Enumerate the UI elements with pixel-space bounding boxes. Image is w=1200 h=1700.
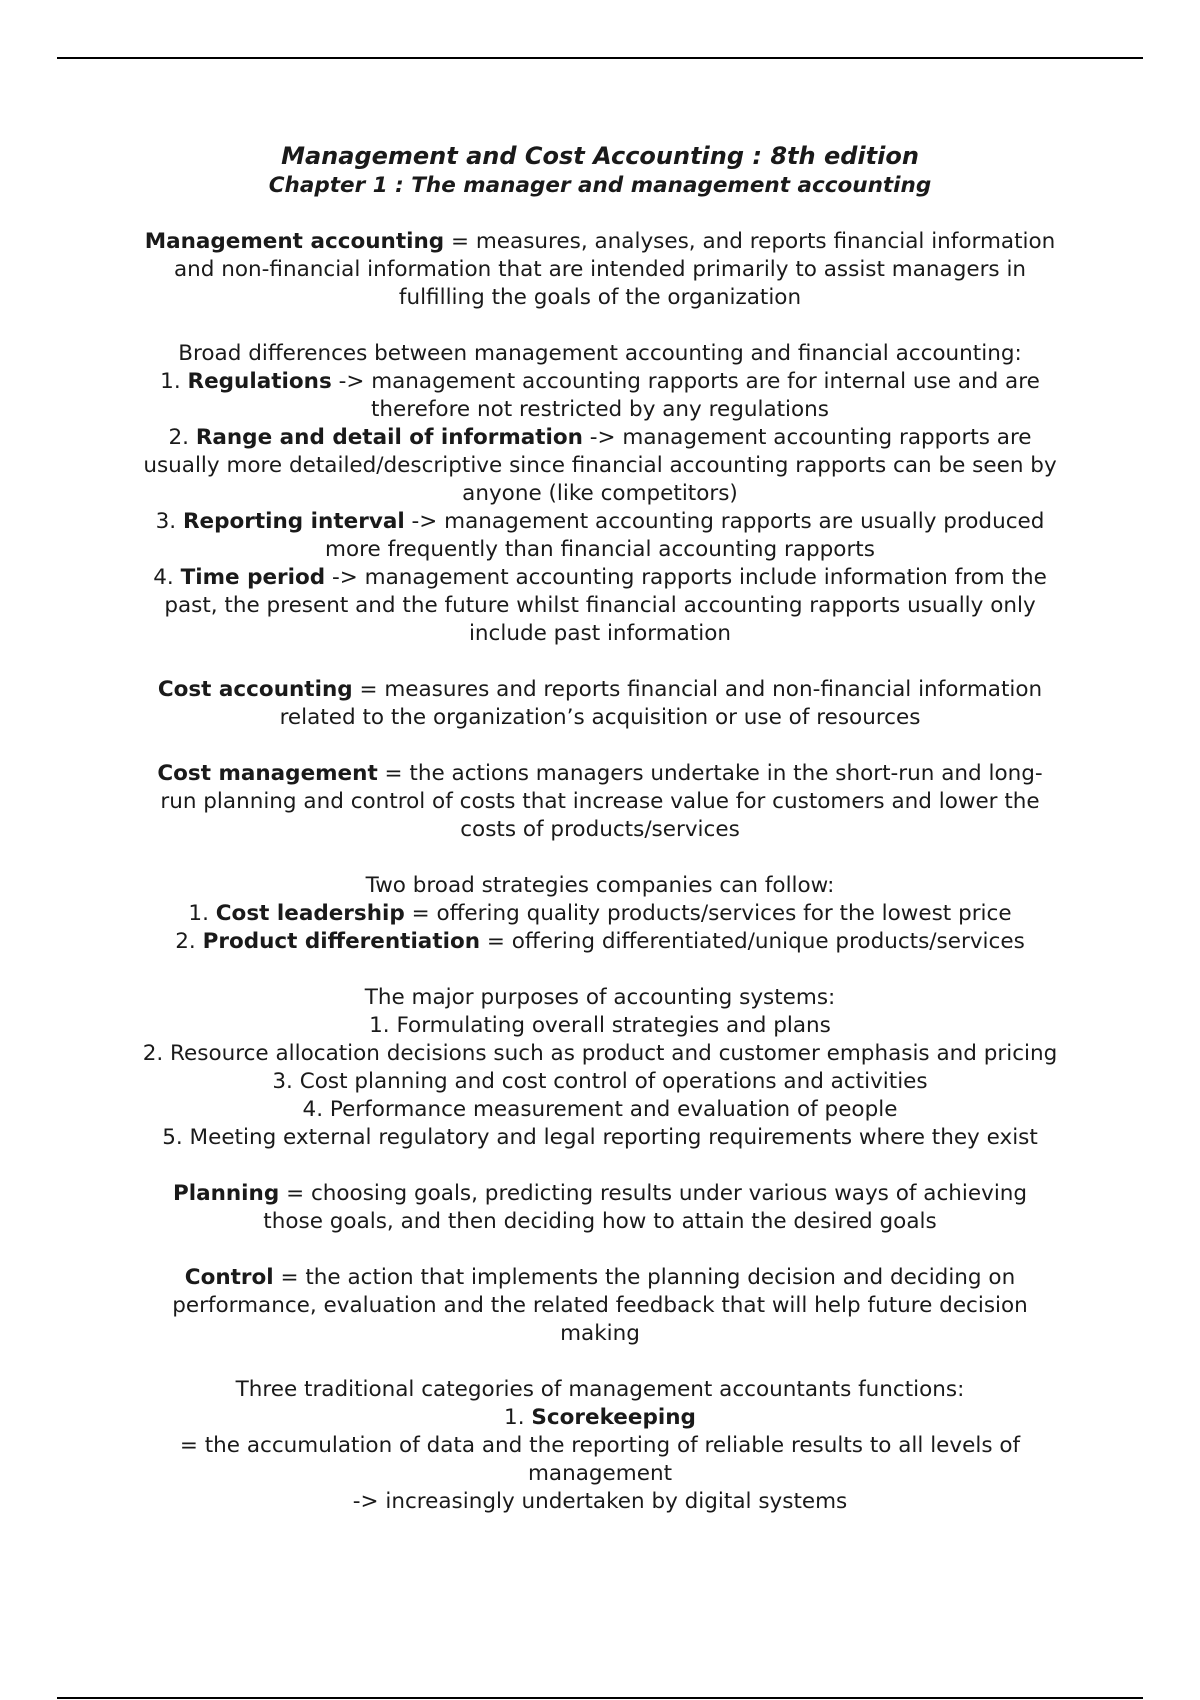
document-title: Management and Cost Accounting : 8th edition [281, 142, 919, 170]
difference-number: 3. [155, 509, 183, 534]
difference-item [140, 424, 1060, 508]
difference-text: -> management accounting rapports are usually produced more frequently than financial accounting rapports [325, 509, 1045, 562]
management-accounting-text: = measures, analyses, and reports financial information and non-financial information that are intended primarily to assist managers in fulfilling the goals of the organization [173, 229, 1056, 310]
difference-number: 1. [160, 369, 188, 394]
top-rule [57, 57, 1143, 59]
strategy-text: = offering quality products/services for the lowest price [404, 901, 1012, 926]
function-number: 1. [504, 1405, 532, 1430]
cost-management-text: = the actions managers undertake in the short-run and long-run planning and control of costs that increase value for customers and lower the costs of products/services [160, 761, 1043, 842]
purpose-item: 3. Cost planning and cost control of operations and activities [272, 1069, 928, 1094]
cost-management-definition [140, 760, 1060, 844]
strategies-section [140, 872, 1060, 956]
differences-intro: Broad differences between management accounting and financial accounting: [178, 341, 1022, 366]
cost-accounting-term: Cost accounting [157, 677, 353, 702]
difference-text: -> management accounting rapports include information from the past, the present and the future whilst financial accounting rapports usually only include past information [164, 565, 1047, 646]
strategy-item [140, 928, 1060, 956]
control-text: = the action that implements the planning decision and deciding on performance, evaluation and the related feedback that will help future decision making [172, 1265, 1028, 1346]
difference-term: Time period [180, 565, 326, 590]
functions-section [140, 1376, 1060, 1516]
strategy-text: = offering differentiated/unique products/services [480, 929, 1025, 954]
difference-item [140, 368, 1060, 424]
strategy-term: Product differentiation [202, 929, 481, 954]
difference-number: 4. [153, 565, 181, 590]
control-definition [140, 1264, 1060, 1348]
strategy-number: 2. [175, 929, 203, 954]
strategy-term: Cost leadership [215, 901, 405, 926]
function-note: -> increasingly undertaken by digital systems [352, 1489, 848, 1514]
strategy-number: 1. [188, 901, 216, 926]
differences-section [140, 340, 1060, 648]
planning-definition [140, 1180, 1060, 1236]
bottom-rule [57, 1697, 1143, 1699]
management-accounting-term: Management accounting [144, 229, 445, 254]
functions-intro: Three traditional categories of management accountants functions: [235, 1377, 965, 1402]
difference-item [140, 508, 1060, 564]
cost-accounting-definition [140, 676, 1060, 732]
difference-text: -> management accounting rapports are usually more detailed/descriptive since financial accounting rapports can be seen by anyone (like competitors) [143, 425, 1057, 506]
planning-term: Planning [172, 1181, 280, 1206]
difference-number: 2. [168, 425, 196, 450]
strategy-item [140, 900, 1060, 928]
strategies-intro: Two broad strategies companies can follow: [365, 873, 835, 898]
purpose-item: 5. Meeting external regulatory and legal reporting requirements where they exist [162, 1125, 1038, 1150]
purposes-intro: The major purposes of accounting systems: [364, 985, 836, 1010]
function-definition: = the accumulation of data and the reporting of reliable results to all levels of management [179, 1433, 1021, 1486]
difference-text: -> management accounting rapports are for internal use and are therefore not restricted by any regulations [331, 369, 1040, 422]
planning-text: = choosing goals, predicting results under various ways of achieving those goals, and then deciding how to attain the desired goals [263, 1181, 1028, 1234]
control-term: Control [184, 1265, 274, 1290]
purpose-item: 1. Formulating overall strategies and plans [369, 1013, 831, 1038]
function-term: Scorekeeping [531, 1405, 696, 1430]
purposes-section [140, 984, 1060, 1152]
difference-term: Reporting interval [182, 509, 405, 534]
cost-management-term: Cost management [157, 761, 378, 786]
chapter-subtitle: Chapter 1 : The manager and management accounting [268, 173, 932, 198]
difference-item [140, 564, 1060, 648]
page-content [140, 140, 1060, 1544]
purpose-item: 2. Resource allocation decisions such as product and customer emphasis and pricing [142, 1041, 1058, 1066]
purpose-item: 4. Performance measurement and evaluation of people [302, 1097, 898, 1122]
function-item [140, 1404, 1060, 1432]
difference-term: Regulations [187, 369, 332, 394]
cost-accounting-text: = measures and reports financial and non-financial information related to the organization’s acquisition or use of resources [279, 677, 1043, 730]
management-accounting-definition [140, 228, 1060, 312]
difference-term: Range and detail of information [195, 425, 583, 450]
